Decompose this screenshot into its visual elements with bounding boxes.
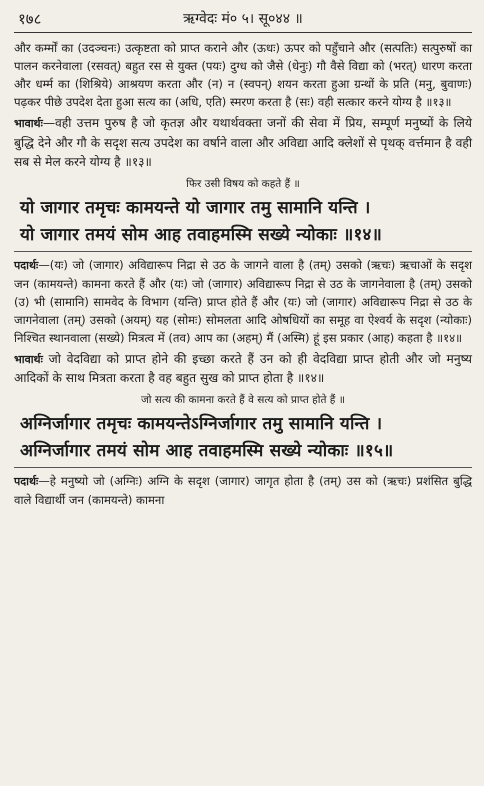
mantra-line: यो जागार तमृचः कामयन्ते यो जागार तमु सामानि यन्ति । [20,197,371,218]
mantra-line: यो जागार तमयं सोम आह तवाहमस्मि सख्ये न्योकाः ॥१४॥ [20,224,382,245]
page-number: १७८ [18,10,42,28]
padartha-label: पदार्थः [14,258,39,272]
mantra-15 [14,411,472,468]
bhavartha-label: भावार्थः [14,352,43,366]
paragraph-continuation: और कर्म्मों का (उदञ्चनः) उत्कृष्टता को प्राप्त कराने और (ऊधः) ऊपर को पहुँचाने और (सत्पतिः) सत्पुरुषों का पालन करनेवाला (रसवत्) बहुत रस से युक्त (पयः) दुग्ध को जैसे (धेनुः) गौ वैसे विद्या को (भरत्) धारण करता और धर्म्म का (शिश्रिये) आश्रयण करता और (न) न (स्वपन्) शयन करता हुआ ग्रन्थों के प्रति (मनु, बुवाणः) पढ़कर पीछे उपदेश देता हुआ सत्य का (अधि, एति) स्मरण करता है (सः) वही सत्कार करने योग्य है ॥१३॥ [14,41,472,109]
padartha-14 [14,256,472,347]
padartha-label: पदार्थः [14,474,39,488]
running-head: ऋग्वेदः मं० ५। सू०४४ ॥ [183,11,303,27]
bhavartha-14 [14,350,472,389]
page-header [14,6,472,33]
bhavartha-text: जो वेदविद्या को प्राप्त होने की इच्छा करते हैं उन को ही वेदविद्या प्राप्त होती और जो मनुष्य आदिकों के साथ मित्रता करता है वह बहुत सुख को प्राप्त होता है ॥१४॥ [14,351,472,385]
mantra-14 [14,195,472,252]
padartha-text: —हे मनुष्यो जो (अग्निः) अग्नि के सदृश (जागार) जागृत होता है (तम्) उस को (ऋचः) प्रशंसित बुद्धि वाले विद्यार्थी जन (कामयन्ते) कामना [14,473,472,507]
bhavartha-13 [14,114,472,173]
bhavartha-label: भावार्थः [14,117,43,130]
mantra-line: अग्निर्जागार तमयं सोम आह तवाहमस्मि सख्ये न्योकाः ॥१५॥ [20,440,394,461]
padartha-15 [14,472,472,509]
section-intro-15: जो सत्य की कामना करते हैं वे सत्य को प्राप्त होते हैं ॥ [140,393,346,406]
section-intro-14: फिर उसी विषय को कहते हैं ॥ [186,177,300,190]
mantra-line: अग्निर्जागार तमृचः कामयन्तेऽग्निर्जागार तमु सामानि यन्ति । [20,413,383,434]
padartha-text: —(यः) जो (जागार) अविद्यारूप निद्रा से उठ के जागने वाला है (तम्) उसको (ऋचः) ऋचाओं के सदृश जन (कामयन्ते) कामना करते हैं और (यः) जो (जागार) अविद्यारूप निद्रा से उठ के जागनेवाला है (तम्) उसको (उ) भी (सामानि) सामवेद के विभाग (यन्ति) प्राप्त होते हैं और (यः) जो (जागार) अविद्यारूप निद्रा से उठ के जागनेवाला (तम्) उसको (अयम्) यह (सोमः) सोमलता आदि ओषधियों का समूह वा ऐश्वर्य के सदृश (न्योकाः) निश्चित स्थानवाला (सख्ये) मित्रत्व में (तव) आप का (अहम्) मैं (अस्मि) हूं इस प्रकार (आह) कहता है ॥१४॥ [14,257,472,345]
bhavartha-text: —वही उत्तम पुरुष है जो कृतज्ञ और यथार्थवक्ता जनों की सेवा में प्रिय, सम्पूर्ण मनुष्यों के लिये बुद्धि देने और गौ के सदृश सत्य उपदेश का वर्षाने वाला और अविद्या आदि क्लेशों से पृथक् वर्त्तमान है वही सब से मेल करने योग्य है ॥१३॥ [14,116,472,169]
